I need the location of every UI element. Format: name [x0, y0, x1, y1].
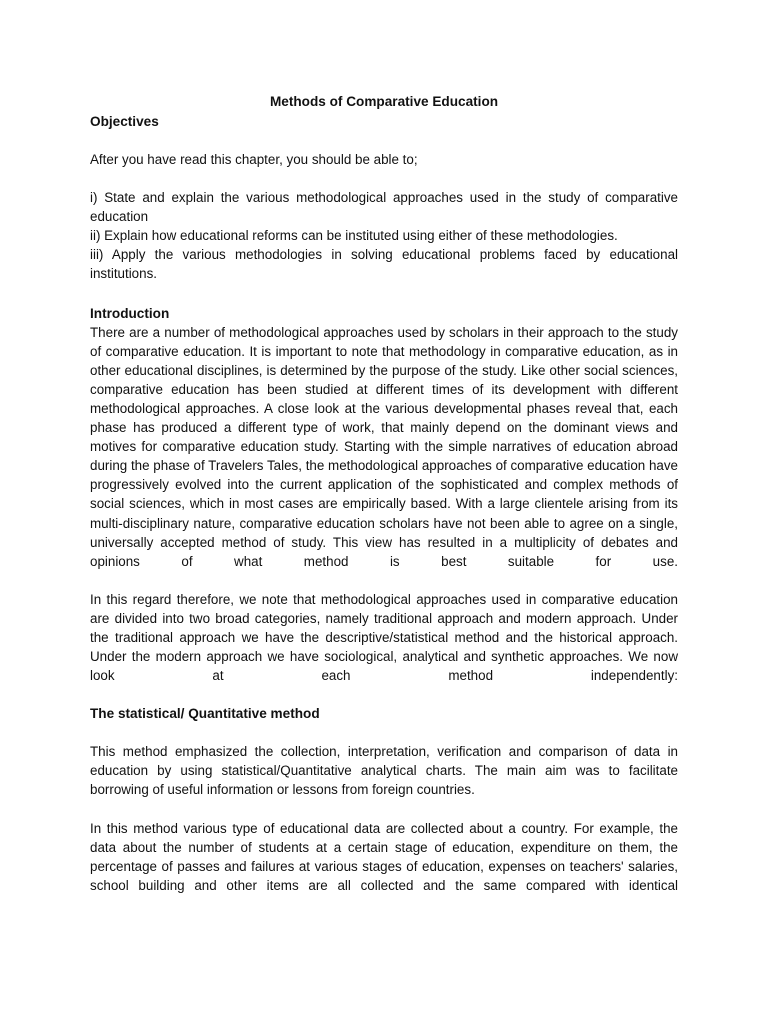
- objective-item-1: i) State and explain the various methodological approaches used in the study of comparative education: [90, 190, 678, 225]
- objective-item-2: ii) Explain how educational reforms can be instituted using either of these methodologies.: [90, 228, 618, 244]
- document-page: [90, 92, 678, 895]
- objectives-heading: Objectives: [90, 114, 159, 129]
- introduction-paragraph-2: In this regard therefore, we note that methodological approaches used in comparative education are divided into two broad categories, namely traditional approach and modern approach. Under the traditional approach we have the descriptive/statistical method and the historical approach. Under the modern approach we have sociological, analytical and synthetic approaches. We now look at each method independently:: [90, 591, 678, 684]
- introduction-heading: Introduction: [90, 305, 170, 321]
- objectives-intro: After you have read this chapter, you should be able to;: [90, 152, 418, 167]
- introduction-paragraph-1: There are a number of methodological approaches used by scholars in their approach to the study of comparative education. It is important to note that methodology in comparative education, as in other educational disciplines, is determined by the purpose of the study. Like other social sciences, comparative education has been studied at different times of its development with different methodological approaches. A close look at the various developmental phases reveal that, each phase has produced a different type of work, that mainly depend on the dominant views and motives for comparative education study. Starting with the simple narratives of education abroad during the phase of Travelers Tales, the methodological approaches of comparative education have progressively evolved into the current application of the sophisticated and complex methods of social sciences, which in most cases are empirically based. With a large clientele arising from its multi-disciplinary nature, comparative education scholars have not been able to agree on a single, universally accepted method of study. This view has resulted in a multiplicity of debates and opinions of what method is best suitable for use.: [90, 324, 678, 569]
- objective-item-3: iii) Apply the various methodologies in solving educational problems faced by educational institutions.: [90, 247, 678, 282]
- document-title: Methods of Comparative Education: [269, 94, 499, 109]
- statistical-paragraph-2: In this method various type of educational data are collected about a country. For example, the data about the number of students at a certain stage of education, expenditure on them, the percentage of passes and failures at various stages of education, expenses on teachers' salaries, school building and other items are all collected and the same compared with identical: [90, 820, 678, 893]
- statistical-method-heading: The statistical/ Quantitative method: [90, 706, 320, 722]
- statistical-paragraph-1: This method emphasized the collection, interpretation, verification and comparison of data in education by using statistical/Quantitative analytical charts. The main aim was to facilitate borrowing of useful information or lessons from foreign countries.: [90, 744, 678, 798]
